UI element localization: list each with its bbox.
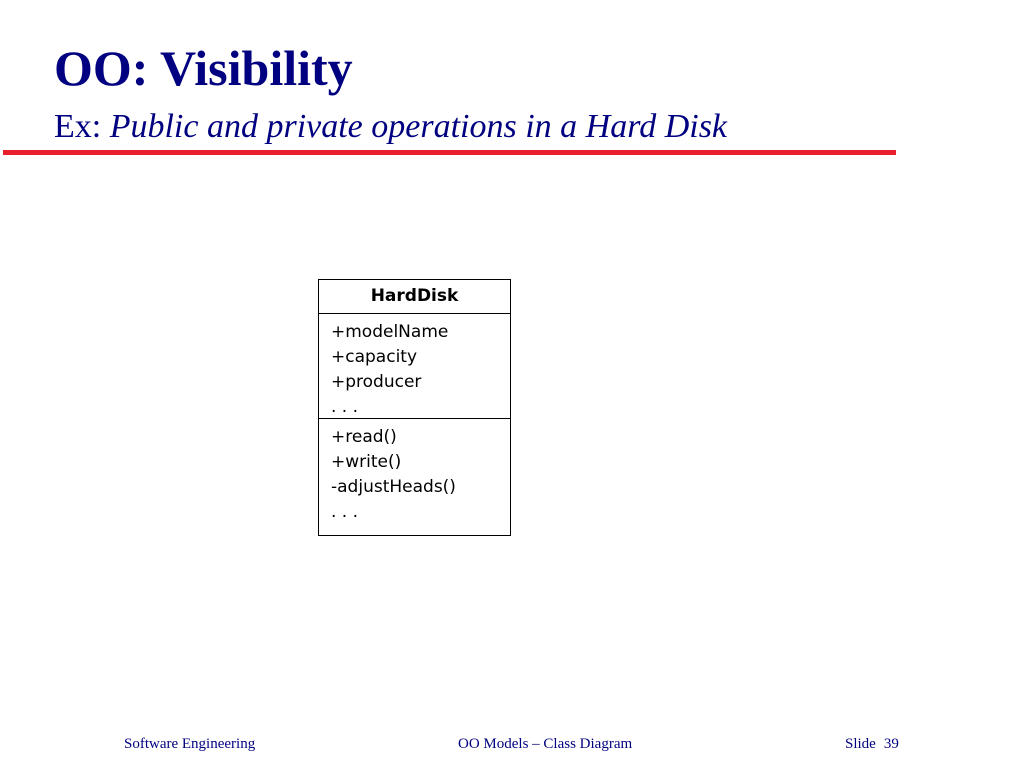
uml-attribute-ellipsis: . . . [331, 397, 359, 417]
uml-attribute: +producer [331, 372, 422, 392]
uml-attributes-compartment [319, 314, 510, 419]
slide-subtitle [54, 106, 727, 148]
uml-operations-compartment [319, 419, 510, 534]
uml-attribute: +modelName [331, 322, 449, 342]
footer-slide-number [845, 736, 899, 753]
slide-label: Slide [845, 736, 876, 752]
subtitle-prefix: Ex: [54, 108, 102, 145]
uml-class-box [318, 279, 511, 536]
uml-operation: +read() [331, 427, 397, 447]
slide-title: OO: Visibility [54, 40, 353, 96]
slide-number: 39 [883, 736, 899, 752]
title-divider [3, 150, 896, 155]
uml-class-name: HardDisk [319, 280, 510, 314]
footer-topic: OO Models – Class Diagram [458, 736, 633, 752]
subtitle-emphasis: Public and private operations in a Hard Disk [109, 108, 728, 145]
uml-operation: +write() [331, 452, 402, 472]
footer-course: Software Engineering [124, 736, 256, 752]
uml-attribute: +capacity [331, 347, 418, 367]
uml-operation: -adjustHeads() [331, 477, 456, 497]
uml-operation-ellipsis: . . . [331, 502, 359, 522]
